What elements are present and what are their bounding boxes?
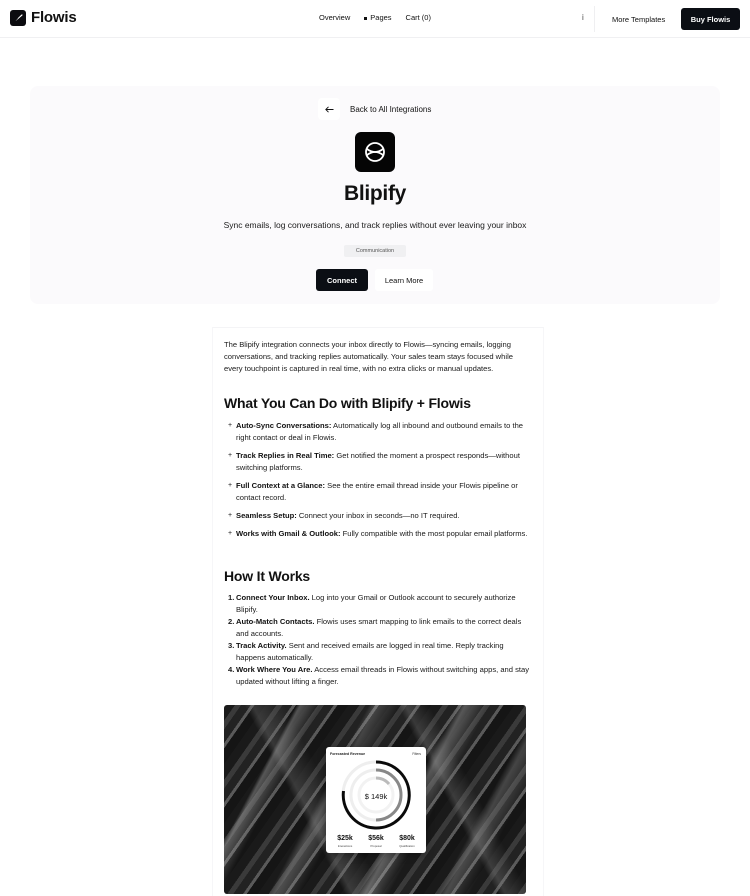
back-link[interactable]	[318, 98, 431, 120]
step-number: 4.	[228, 665, 235, 674]
step-title: Work Where You Are.	[236, 665, 313, 674]
step-number: 1.	[228, 593, 235, 602]
stat-value: $80k	[399, 835, 415, 842]
stat	[361, 835, 391, 848]
step-number: 2.	[228, 617, 235, 626]
features-heading: What You Can Do with Blipify + Flowis	[224, 395, 471, 411]
feature-title: Auto-Sync Conversations:	[236, 421, 332, 430]
step-title: Auto-Match Contacts.	[236, 617, 315, 626]
step-text: Access email threads in Flowis without switching apps, and stay updated without lifting a finger.	[236, 665, 530, 686]
back-label: Back to All Integrations	[350, 104, 432, 114]
step-title: Connect Your Inbox.	[236, 593, 310, 602]
nav-links	[319, 13, 431, 22]
dot-icon	[364, 17, 367, 20]
step-text: Sent and received emails are logged in real time. Reply tracking happens automatically.	[236, 641, 504, 662]
stat-value: $56k	[368, 835, 384, 842]
features-list	[228, 420, 533, 546]
how-it-works-heading: How It Works	[224, 568, 311, 584]
brand[interactable]	[10, 9, 76, 26]
stat	[392, 835, 422, 848]
app-title: Blipify	[343, 182, 407, 205]
revenue-widget	[326, 747, 426, 853]
stat-label: Qualification	[399, 844, 415, 848]
list-item	[228, 420, 533, 444]
nav-pages-label: Pages	[370, 13, 392, 22]
list-item	[228, 592, 533, 616]
stat-value: $25k	[337, 835, 353, 842]
nav-cart[interactable]: Cart (0)	[405, 13, 431, 22]
steps-list	[228, 592, 533, 688]
top-nav	[0, 0, 750, 38]
list-item	[228, 480, 533, 504]
intro-paragraph: The Blipify integration connects your inbox directly to Flowis—syncing emails, logging conversations, and tracking replies automatically. Your sales team stays focused while every touchpoint is captured in real time, with no extra clicks or manual updates.	[224, 340, 513, 373]
feather-logo-icon	[10, 10, 26, 26]
learn-more-button[interactable]: Learn More	[375, 269, 433, 291]
feature-text: See the entire email thread inside your Flowis pipeline or contact record.	[236, 481, 518, 502]
more-templates-button[interactable]: More Templates	[600, 7, 677, 31]
step-number: 3.	[228, 641, 235, 650]
app-subtitle: Sync emails, log conversations, and track replies without ever leaving your inbox	[223, 220, 527, 230]
arrow-left-icon	[318, 98, 340, 120]
feature-title: Full Context at a Glance:	[236, 481, 326, 490]
list-item	[228, 450, 533, 474]
nav-pages[interactable]	[364, 13, 391, 22]
widget-title: Forecasted Revenue	[330, 752, 366, 756]
stat-label: Interactions	[337, 844, 353, 848]
brand-name: Flowis	[31, 9, 77, 26]
filter-icon: Filters	[412, 752, 421, 756]
feature-text: Connect your inbox in seconds—no IT required.	[296, 511, 460, 520]
total-value: $ 149k	[364, 792, 388, 801]
stat-label: Proposal	[370, 844, 382, 848]
divider	[594, 6, 595, 32]
category-badge: Communication	[344, 245, 406, 257]
step-title: Track Activity.	[236, 641, 287, 650]
buy-button[interactable]: Buy Flowis	[681, 8, 740, 30]
feature-title: Seamless Setup:	[236, 511, 297, 520]
list-item	[228, 510, 533, 522]
nav-overview[interactable]: Overview	[319, 13, 351, 22]
feature-title: Works with Gmail & Outlook:	[236, 529, 341, 538]
feature-text: Automatically log all inbound and outbound emails to the right contact or deal in Flowis.	[236, 421, 524, 442]
blipify-logo-icon	[355, 132, 395, 172]
info-icon[interactable]: i	[582, 13, 584, 22]
stat	[330, 835, 360, 848]
feature-text: Get notified the moment a prospect responds—without switching platforms.	[236, 451, 520, 472]
feature-title: Track Replies in Real Time:	[236, 451, 335, 460]
step-text: Log into your Gmail or Outlook account to securely authorize Blipify.	[236, 593, 516, 614]
list-item	[228, 528, 533, 540]
list-item	[228, 616, 533, 640]
list-item	[228, 664, 533, 688]
step-text: Flowis uses smart mapping to link emails to the correct deals and accounts.	[236, 617, 522, 638]
widget-stats	[330, 835, 422, 848]
connect-button[interactable]: Connect	[316, 269, 368, 291]
list-item	[228, 640, 533, 664]
feature-text: Fully compatible with the most popular email platforms.	[340, 529, 528, 538]
